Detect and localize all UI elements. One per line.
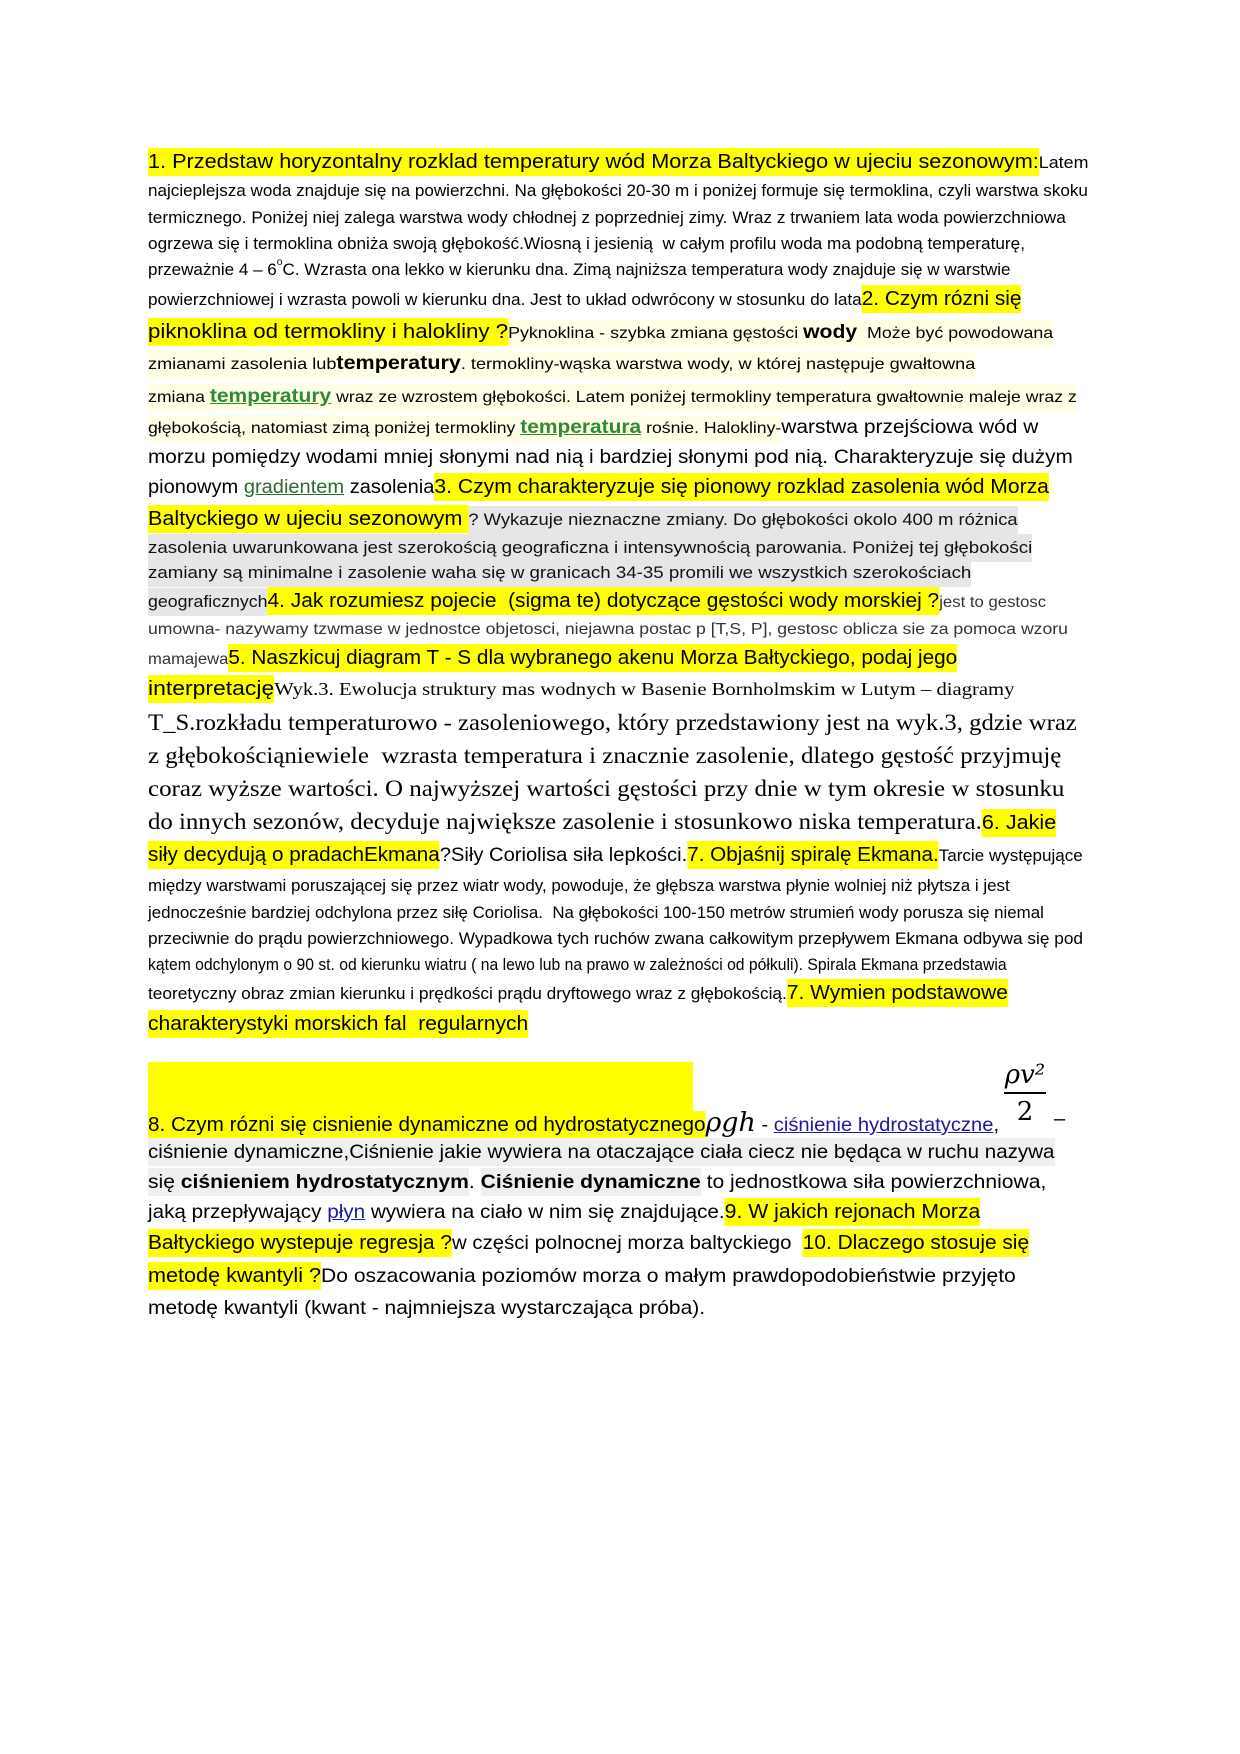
text-run: ? Wykazuje nieznaczne zmiany. Do głębokości okolo 400 m różnica bbox=[468, 506, 1017, 534]
text-run: morzu pomiędzy wodami mniej słonymi nad nią i bardziej słonymi pod nią. Charakteryzuje się dużym bbox=[148, 447, 1073, 468]
question-highlight: Bałtyckiego wystepuje regresja ? bbox=[148, 1229, 452, 1257]
text-run: powierzchniowej i wzrasta powoli w kierunku dna. Jest to układ odwrócony w stosunku do lata bbox=[148, 291, 862, 309]
text-line bbox=[148, 414, 1038, 442]
text-run: się bbox=[148, 1168, 181, 1196]
question-highlight: interpretację bbox=[148, 675, 274, 703]
text-run: Latem bbox=[1038, 154, 1089, 172]
text-run: ogrzewa się i termoklina obniża swoją głębokość.Wiosną i jesienią w całym profilu woda ma podobną temperaturę, bbox=[148, 235, 1026, 253]
text-line bbox=[148, 1168, 1046, 1196]
question-highlight: metodę kwantyli ? bbox=[148, 1262, 321, 1290]
text-run: Tarcie występujące bbox=[938, 847, 1083, 865]
text-run: kątem odchylonym o 90 st. od kierunku wiatru ( na lewo lub na prawo w zależności od półkuli). Spirala Ekmana przedstawia bbox=[148, 956, 1007, 974]
text-line bbox=[148, 925, 1083, 953]
text-line bbox=[148, 383, 1077, 411]
text-run: mamajewa bbox=[148, 651, 229, 668]
question-highlight: 10. Dlaczego stosuje się bbox=[803, 1229, 1029, 1257]
question-highlight: 5. Naszkicuj diagram T - S dla wybranego akenu Morza Bałtyckiego, podaj jego bbox=[228, 644, 957, 672]
text-run: - bbox=[755, 1114, 774, 1136]
text-link[interactable]: gradientem bbox=[243, 477, 345, 498]
text-line bbox=[148, 285, 1022, 313]
text-line bbox=[148, 616, 1068, 644]
text-run: wywiera na ciało w nim się znajdujące. bbox=[365, 1201, 725, 1223]
text-run: C. Wzrasta ona lekko w kierunku dna. Zimą najniższa temperatura wody znajduje się w warstwie bbox=[282, 261, 1011, 279]
text-run: Do oszacowania poziomów morza o małym prawdopodobieństwie przyjęto bbox=[321, 1265, 1016, 1287]
text-line bbox=[148, 951, 1007, 979]
text-run: o bbox=[276, 257, 283, 268]
text-run: zmianami zasolenia lub bbox=[148, 351, 336, 379]
text-line bbox=[148, 204, 1066, 232]
text-line bbox=[148, 534, 1032, 562]
text-run: rośnie. Halokliny- bbox=[641, 415, 781, 443]
text-run: ciśnieniem hydrostatycznym bbox=[181, 1168, 469, 1196]
text-run: wraz ze wzrostem głębokości. Latem poniżej termokliny temperatura gwałtownie maleje wraz z bbox=[331, 384, 1077, 412]
text-run: przeciwnie do prądu powierzchniowego. Wypadkowa tych ruchów zwana całkowitym przepływem Ekmana odbywa się pod bbox=[148, 930, 1084, 948]
text-line bbox=[148, 587, 1046, 615]
question-highlight: siły decydują o pradachEkmana bbox=[148, 841, 440, 869]
text-run: Ciśnienie dynamiczne bbox=[481, 1168, 701, 1196]
question-highlight: 7. Objaśnij spiralę Ekmana. bbox=[687, 841, 939, 869]
text-run: T_S.rozkładu temperaturowo - zasoleniowego, który przedstawiony jest na wyk.3, gdzie wraz bbox=[148, 710, 1077, 735]
dynamic-pressure-formula bbox=[1000, 1060, 1050, 1128]
text-run: najcieplejsza woda znajduje się na powierzchni. Na głębokości 20-30 m i poniżej formuje się termoklina, czyli warstwa skoku bbox=[148, 182, 1088, 200]
text-line bbox=[148, 775, 1064, 803]
text-link[interactable]: ciśnienie hydrostatyczne bbox=[773, 1114, 994, 1136]
text-line bbox=[148, 1294, 705, 1322]
math-formula: ρgh bbox=[705, 1108, 756, 1138]
text-line bbox=[148, 1138, 1055, 1166]
text-line bbox=[148, 444, 1073, 472]
text-run: jaką przepływający bbox=[148, 1201, 328, 1223]
question-highlight: charakterystyki morskich fal regularnych bbox=[148, 1010, 528, 1038]
text-run: w części polnocnej morza baltyckiego bbox=[452, 1232, 803, 1254]
text-run: Wyk.3. Ewolucja struktury mas wodnych w Basenie Bornholmskim w Lutym – diagramy bbox=[274, 679, 1015, 699]
text-run: między warstwami poruszającej się przez wiatr wody, powoduje, że głębsza warstwa płynie wolniej niż płytsza i jest bbox=[148, 877, 1010, 895]
text-link[interactable]: temperatura bbox=[520, 414, 641, 442]
question-highlight: 7. Wymien podstawowe bbox=[787, 979, 1008, 1007]
formula-dash: – bbox=[1054, 1108, 1066, 1130]
text-line bbox=[148, 841, 1083, 869]
text-run: coraz wyższe wartości. O najwyższej wartości gęstości przy dnie w tym okresie w stosunku bbox=[148, 776, 1065, 801]
text-run: pionowym bbox=[148, 477, 244, 498]
text-run: zasolenia bbox=[344, 477, 435, 498]
formula-denominator: 2 bbox=[1016, 1097, 1034, 1127]
text-run: zmiana bbox=[148, 384, 210, 412]
text-line bbox=[148, 709, 1077, 737]
text-run: umowna- nazywamy tzwmase w jednostce objetosci, niejawna postac p [T,S, P], gestosc oblicza sie za pomoca wzoru bbox=[148, 621, 1068, 638]
text-line bbox=[148, 1262, 1016, 1290]
question-highlight: 4. Jak rozumiesz pojecie (sigma te) dotyczące gęstości wody morskiej ? bbox=[268, 587, 940, 615]
question-highlight: 9. W jakich rejonach Morza bbox=[725, 1198, 981, 1226]
text-line bbox=[148, 177, 1088, 205]
text-line bbox=[148, 872, 1010, 900]
text-link[interactable]: płyn bbox=[327, 1201, 366, 1223]
text-run: warstwa przejściowa wód w bbox=[781, 417, 1039, 438]
text-line bbox=[148, 899, 1044, 927]
text-line bbox=[148, 644, 957, 672]
text-line bbox=[148, 256, 1011, 284]
text-run: jednocześnie bardziej odchylona przez siłę Coriolisa. Na głębokości 100-150 metrów strumień wody porusza się niemal bbox=[148, 904, 1044, 922]
text-run: . termokliny-wąska warstwa wody, w której następuje gwałtowna bbox=[461, 351, 975, 379]
text-run: to jednostkowa siła powierzchniowa, bbox=[700, 1171, 1047, 1193]
formula-numerator: ρv² bbox=[1004, 1060, 1046, 1090]
text-line bbox=[148, 318, 1053, 346]
text-run: jest to gestosc bbox=[939, 594, 1047, 611]
text-line bbox=[148, 350, 975, 378]
question-highlight: 1. Przedstaw horyzontalny rozklad temperatury wód Morza Baltyckiego w ujeciu sezonowym: bbox=[148, 148, 1039, 176]
question-highlight: 8. Czym rózni się cisnienie dynamiczne od hydrostatycznego bbox=[148, 1111, 705, 1139]
text-line bbox=[148, 559, 971, 587]
text-line bbox=[148, 742, 1061, 770]
text-line bbox=[148, 230, 1025, 258]
text-line bbox=[148, 148, 1088, 176]
question-highlight: Baltyckiego w ujeciu sezonowym bbox=[148, 505, 468, 533]
question-highlight: piknoklina od termokliny i halokliny ? bbox=[148, 318, 508, 346]
text-run: termicznego. Poniżej niej zalega warstwa wody chłodnej z poprzedniej zimy. Wraz z trwaniem lata woda powierzchniowa bbox=[148, 209, 1066, 227]
text-line bbox=[148, 1198, 980, 1226]
text-run: , bbox=[993, 1114, 1000, 1136]
text-run: . bbox=[468, 1171, 481, 1193]
text-run: Może być powodowana bbox=[857, 320, 1053, 348]
text-line bbox=[148, 1229, 1029, 1257]
question-highlight: 6. Jakie bbox=[982, 809, 1056, 837]
text-line bbox=[148, 979, 1008, 1007]
question-highlight: 2. Czym rózni się bbox=[862, 285, 1022, 313]
text-link[interactable]: temperatury bbox=[210, 383, 331, 411]
text-run: Pyknoklina - szybka zmiana gęstości bbox=[508, 320, 803, 348]
text-run: metodę kwantyli (kwant - najmniejsza wystarczająca próba). bbox=[148, 1297, 706, 1319]
text-line bbox=[148, 505, 1018, 533]
text-line bbox=[148, 1010, 528, 1038]
fraction-bar bbox=[1004, 1092, 1046, 1094]
text-line bbox=[148, 473, 1049, 501]
text-run: wody bbox=[803, 319, 857, 347]
text-run: geograficznych bbox=[148, 588, 268, 616]
text-run: do innych sezonów, decyduje największe zasolenie i stosunkowo niska temperatura. bbox=[148, 809, 982, 834]
text-line bbox=[148, 1109, 999, 1137]
question-highlight: 3. Czym charakteryzuje się pionowy rozklad zasolenia wód Morza bbox=[434, 473, 1049, 501]
text-run: przeważnie 4 – 6 bbox=[148, 261, 277, 279]
text-run: temperatury bbox=[336, 350, 460, 378]
text-run: z głębokościąniewiele wzrasta temperatura i znacznie zasolenie, dlatego gęstość przyjmuję bbox=[148, 743, 1062, 768]
text-line bbox=[148, 808, 1056, 836]
text-run: zamiany są minimalne i zasolenie waha się w granicach 34-35 promili we wszystkich szerokościach bbox=[148, 559, 971, 587]
text-run: ciśnienie dynamiczne,Ciśnienie jakie wywiera na otaczające ciała ciecz nie będąca w ruchu nazywa bbox=[148, 1138, 1055, 1166]
text-run: głębokością, natomiast zimą poniżej termokliny bbox=[148, 415, 520, 443]
text-run: teoretyczny obraz zmian kierunku i prędkości prądu dryftowego wraz z głębokością. bbox=[148, 985, 787, 1003]
text-line bbox=[148, 675, 1014, 703]
text-run: zasolenia uwarunkowana jest szerokością geograficzna i intensywnością parowania. Poniżej tej głębokości bbox=[148, 534, 1032, 562]
text-run: ?Siły Coriolisa siła lepkości. bbox=[439, 844, 688, 866]
